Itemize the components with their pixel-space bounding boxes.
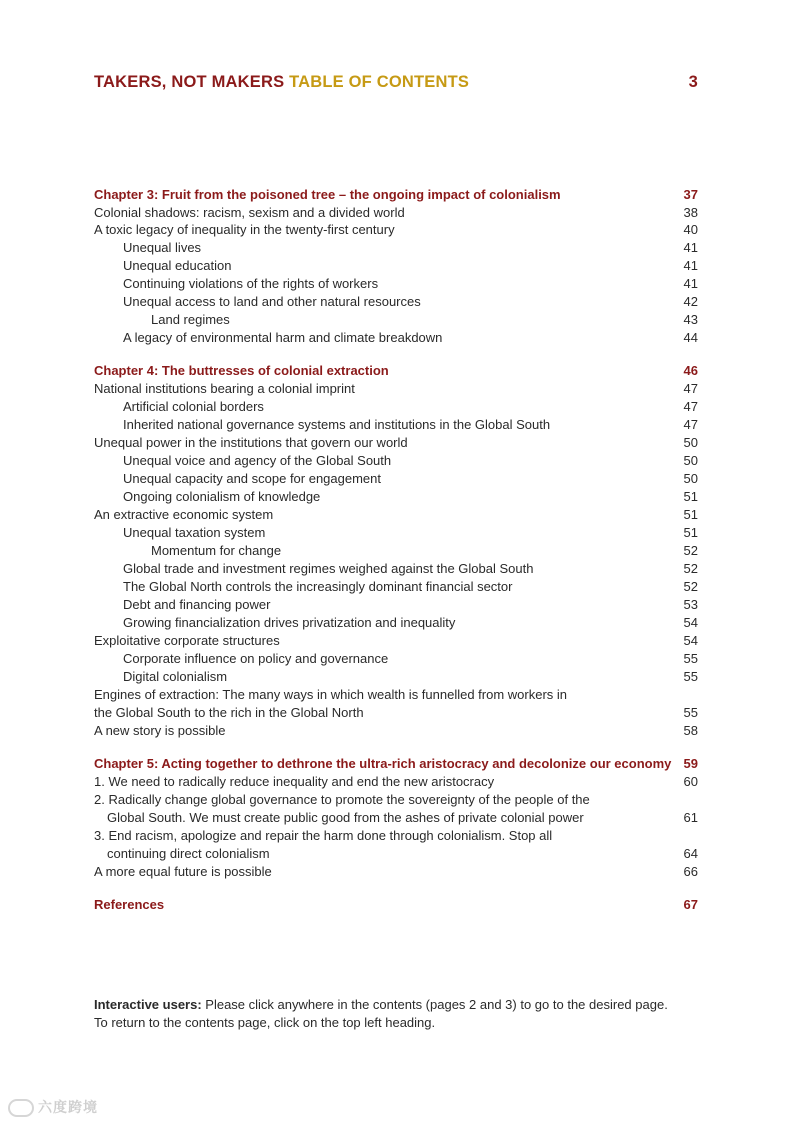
toc-entry[interactable] — [0, 722, 793, 740]
toc-entry-page: 67 — [683, 897, 698, 912]
toc-entry-title: Exploitative corporate structures — [94, 633, 280, 648]
toc-chapter-entry[interactable] — [0, 896, 793, 914]
toc-entry[interactable] — [0, 470, 793, 488]
toc-entry-title: Chapter 4: The buttresses of colonial extraction — [94, 363, 389, 378]
toc-entry-title: Chapter 3: Fruit from the poisoned tree – the ongoing impact of colonialism — [94, 187, 561, 202]
interactive-note — [94, 996, 714, 1032]
toc-entry-page: 42 — [683, 294, 698, 309]
header-page-number: 3 — [688, 73, 698, 91]
toc-entry[interactable] — [0, 809, 793, 827]
toc-entry[interactable] — [0, 506, 793, 524]
toc-entry[interactable] — [0, 596, 793, 614]
toc-chapter-entry[interactable] — [0, 186, 793, 204]
toc-entry-title: continuing direct colonialism — [107, 846, 270, 861]
toc-entry-title: A toxic legacy of inequality in the twenty-first century — [94, 222, 395, 237]
toc-entry-page: 64 — [683, 846, 698, 861]
toc-entry[interactable] — [0, 650, 793, 668]
toc-entry-page: 47 — [683, 417, 698, 432]
toc-entry-page: 54 — [683, 633, 698, 648]
toc-entry[interactable] — [0, 542, 793, 560]
toc-entry-page: 47 — [683, 399, 698, 414]
toc-entry-title: Continuing violations of the rights of workers — [123, 276, 379, 291]
toc-entry-title: Unequal lives — [123, 240, 202, 255]
toc-entry-page: 66 — [683, 864, 698, 879]
toc-entry[interactable] — [0, 863, 793, 881]
toc-entry-page: 54 — [683, 615, 698, 630]
toc-entry-title: Chapter 5: Acting together to dethrone the ultra-rich aristocracy and decolonize our economy — [94, 756, 672, 771]
toc-entry-page: 46 — [683, 363, 698, 378]
toc-entry-page: 50 — [683, 453, 698, 468]
toc-entry-title: National institutions bearing a colonial imprint — [94, 381, 355, 396]
toc-entry-page: 47 — [683, 381, 698, 396]
toc-entry-page: 55 — [683, 705, 698, 720]
toc-entry-title: Engines of extraction: The many ways in which wealth is funnelled from workers in — [94, 687, 568, 702]
toc-entry-page: 58 — [683, 723, 698, 738]
toc-entry-page: 52 — [683, 579, 698, 594]
toc-chapter-entry[interactable] — [0, 362, 793, 380]
toc-entry[interactable] — [0, 452, 793, 470]
toc-entry-page: 41 — [683, 240, 698, 255]
toc-chapter-entry[interactable] — [0, 755, 793, 773]
toc-entry[interactable] — [0, 791, 793, 809]
toc-entry[interactable] — [0, 275, 793, 293]
toc-entry[interactable] — [0, 845, 793, 863]
toc-entry[interactable] — [0, 614, 793, 632]
toc-entry-page: 44 — [683, 330, 698, 345]
toc-entry-page: 50 — [683, 435, 698, 450]
toc-entry-page: 59 — [683, 756, 698, 771]
toc-entry-page: 43 — [683, 312, 698, 327]
toc-entry-title: 2. Radically change global governance to promote the sovereignty of the people of the — [94, 792, 590, 807]
interactive-note-label: Interactive users: — [94, 997, 202, 1012]
toc-entry-title: Land regimes — [151, 312, 230, 327]
toc-entry-page: 61 — [683, 810, 698, 825]
interactive-note-text-2: To return to the contents page, click on the top left heading. — [94, 1015, 436, 1030]
toc-entry-title: A new story is possible — [94, 723, 226, 738]
toc-entry-title: Global trade and investment regimes weighed against the Global South — [123, 561, 534, 576]
watermark-text: 六度跨境 — [38, 1099, 98, 1115]
toc-entry[interactable] — [0, 773, 793, 791]
toc-entry[interactable] — [0, 380, 793, 398]
toc-entry-title: A legacy of environmental harm and climate breakdown — [123, 330, 443, 345]
toc-entry[interactable] — [0, 311, 793, 329]
toc-entry-title: Artificial colonial borders — [123, 399, 264, 414]
header-subtitle: TABLE OF CONTENTS — [289, 73, 470, 91]
watermark-logo-icon — [8, 1099, 34, 1117]
toc-entry-title: Momentum for change — [151, 543, 282, 558]
toc-entry-title: Corporate influence on policy and governance — [123, 651, 389, 666]
toc-entry-page: 51 — [683, 507, 698, 522]
toc-entry-page: 55 — [683, 669, 698, 684]
toc-entry[interactable] — [0, 434, 793, 452]
toc-entry[interactable] — [0, 578, 793, 596]
toc-entry-title: the Global South to the rich in the Global North — [94, 705, 364, 720]
toc-entry-title: The Global North controls the increasingly dominant financial sector — [123, 579, 513, 594]
toc-entry-title: An extractive economic system — [94, 507, 274, 522]
toc-entry-title: References — [94, 897, 165, 912]
toc-entry-title: A more equal future is possible — [94, 864, 272, 879]
toc-entry-page: 52 — [683, 543, 698, 558]
toc-entry[interactable] — [0, 221, 793, 239]
toc-entry-title: Global South. We must create public good from the ashes of private colonial power — [107, 810, 584, 825]
watermark — [8, 1097, 118, 1117]
toc-entry-page: 50 — [683, 471, 698, 486]
toc-entry-title: Unequal power in the institutions that govern our world — [94, 435, 408, 450]
interactive-note-text: Please click anywhere in the contents (pages 2 and 3) to go to the desired page. — [201, 997, 668, 1012]
toc-entry[interactable] — [0, 204, 793, 222]
toc-entry-title: Growing financialization drives privatization and inequality — [123, 615, 456, 630]
toc-entry-title: Unequal education — [123, 258, 232, 273]
toc-entry[interactable] — [0, 686, 793, 704]
toc-entry-title: Unequal voice and agency of the Global South — [123, 453, 392, 468]
toc-entry[interactable] — [0, 239, 793, 257]
toc-entry[interactable] — [0, 257, 793, 275]
toc-entry[interactable] — [0, 632, 793, 650]
toc-entry[interactable] — [0, 560, 793, 578]
toc-entry-page: 51 — [683, 489, 698, 504]
toc-entry-page: 52 — [683, 561, 698, 576]
toc-entry[interactable] — [0, 416, 793, 434]
toc-entry-title: Digital colonialism — [123, 669, 228, 684]
toc-entry-title: Inherited national governance systems and institutions in the Global South — [123, 417, 551, 432]
toc-entry-page: 55 — [683, 651, 698, 666]
toc-entry-page: 53 — [683, 597, 698, 612]
toc-entry-page: 51 — [683, 525, 698, 540]
toc-entry-page: 41 — [683, 276, 698, 291]
toc-entry-page: 60 — [683, 774, 698, 789]
toc-entry-title: 3. End racism, apologize and repair the harm done through colonialism. Stop all — [94, 828, 553, 843]
toc-entry[interactable] — [0, 524, 793, 542]
toc-entry-title: Unequal capacity and scope for engagement — [123, 471, 382, 486]
toc-entry-page: 40 — [683, 222, 698, 237]
toc-entry[interactable] — [0, 827, 793, 845]
toc-entry[interactable] — [0, 329, 793, 347]
toc-entry-page: 41 — [683, 258, 698, 273]
toc-entry-title: Colonial shadows: racism, sexism and a divided world — [94, 205, 405, 220]
toc-entry-title: Debt and financing power — [123, 597, 271, 612]
toc-entry-title: Unequal taxation system — [123, 525, 266, 540]
toc-entry[interactable] — [0, 668, 793, 686]
toc-entry-title: 1. We need to radically reduce inequality and end the new aristocracy — [94, 774, 495, 789]
toc-entry[interactable] — [0, 398, 793, 416]
toc-entry[interactable] — [0, 488, 793, 506]
toc-entry[interactable] — [0, 704, 793, 722]
toc-entry[interactable] — [0, 293, 793, 311]
toc-entry-page: 37 — [683, 187, 698, 202]
toc-entry-page: 38 — [683, 205, 698, 220]
toc-entry-title: Unequal access to land and other natural resources — [123, 294, 421, 309]
header-title[interactable]: TAKERS, NOT MAKERS — [94, 73, 285, 91]
toc-entry-title: Ongoing colonialism of knowledge — [123, 489, 321, 504]
